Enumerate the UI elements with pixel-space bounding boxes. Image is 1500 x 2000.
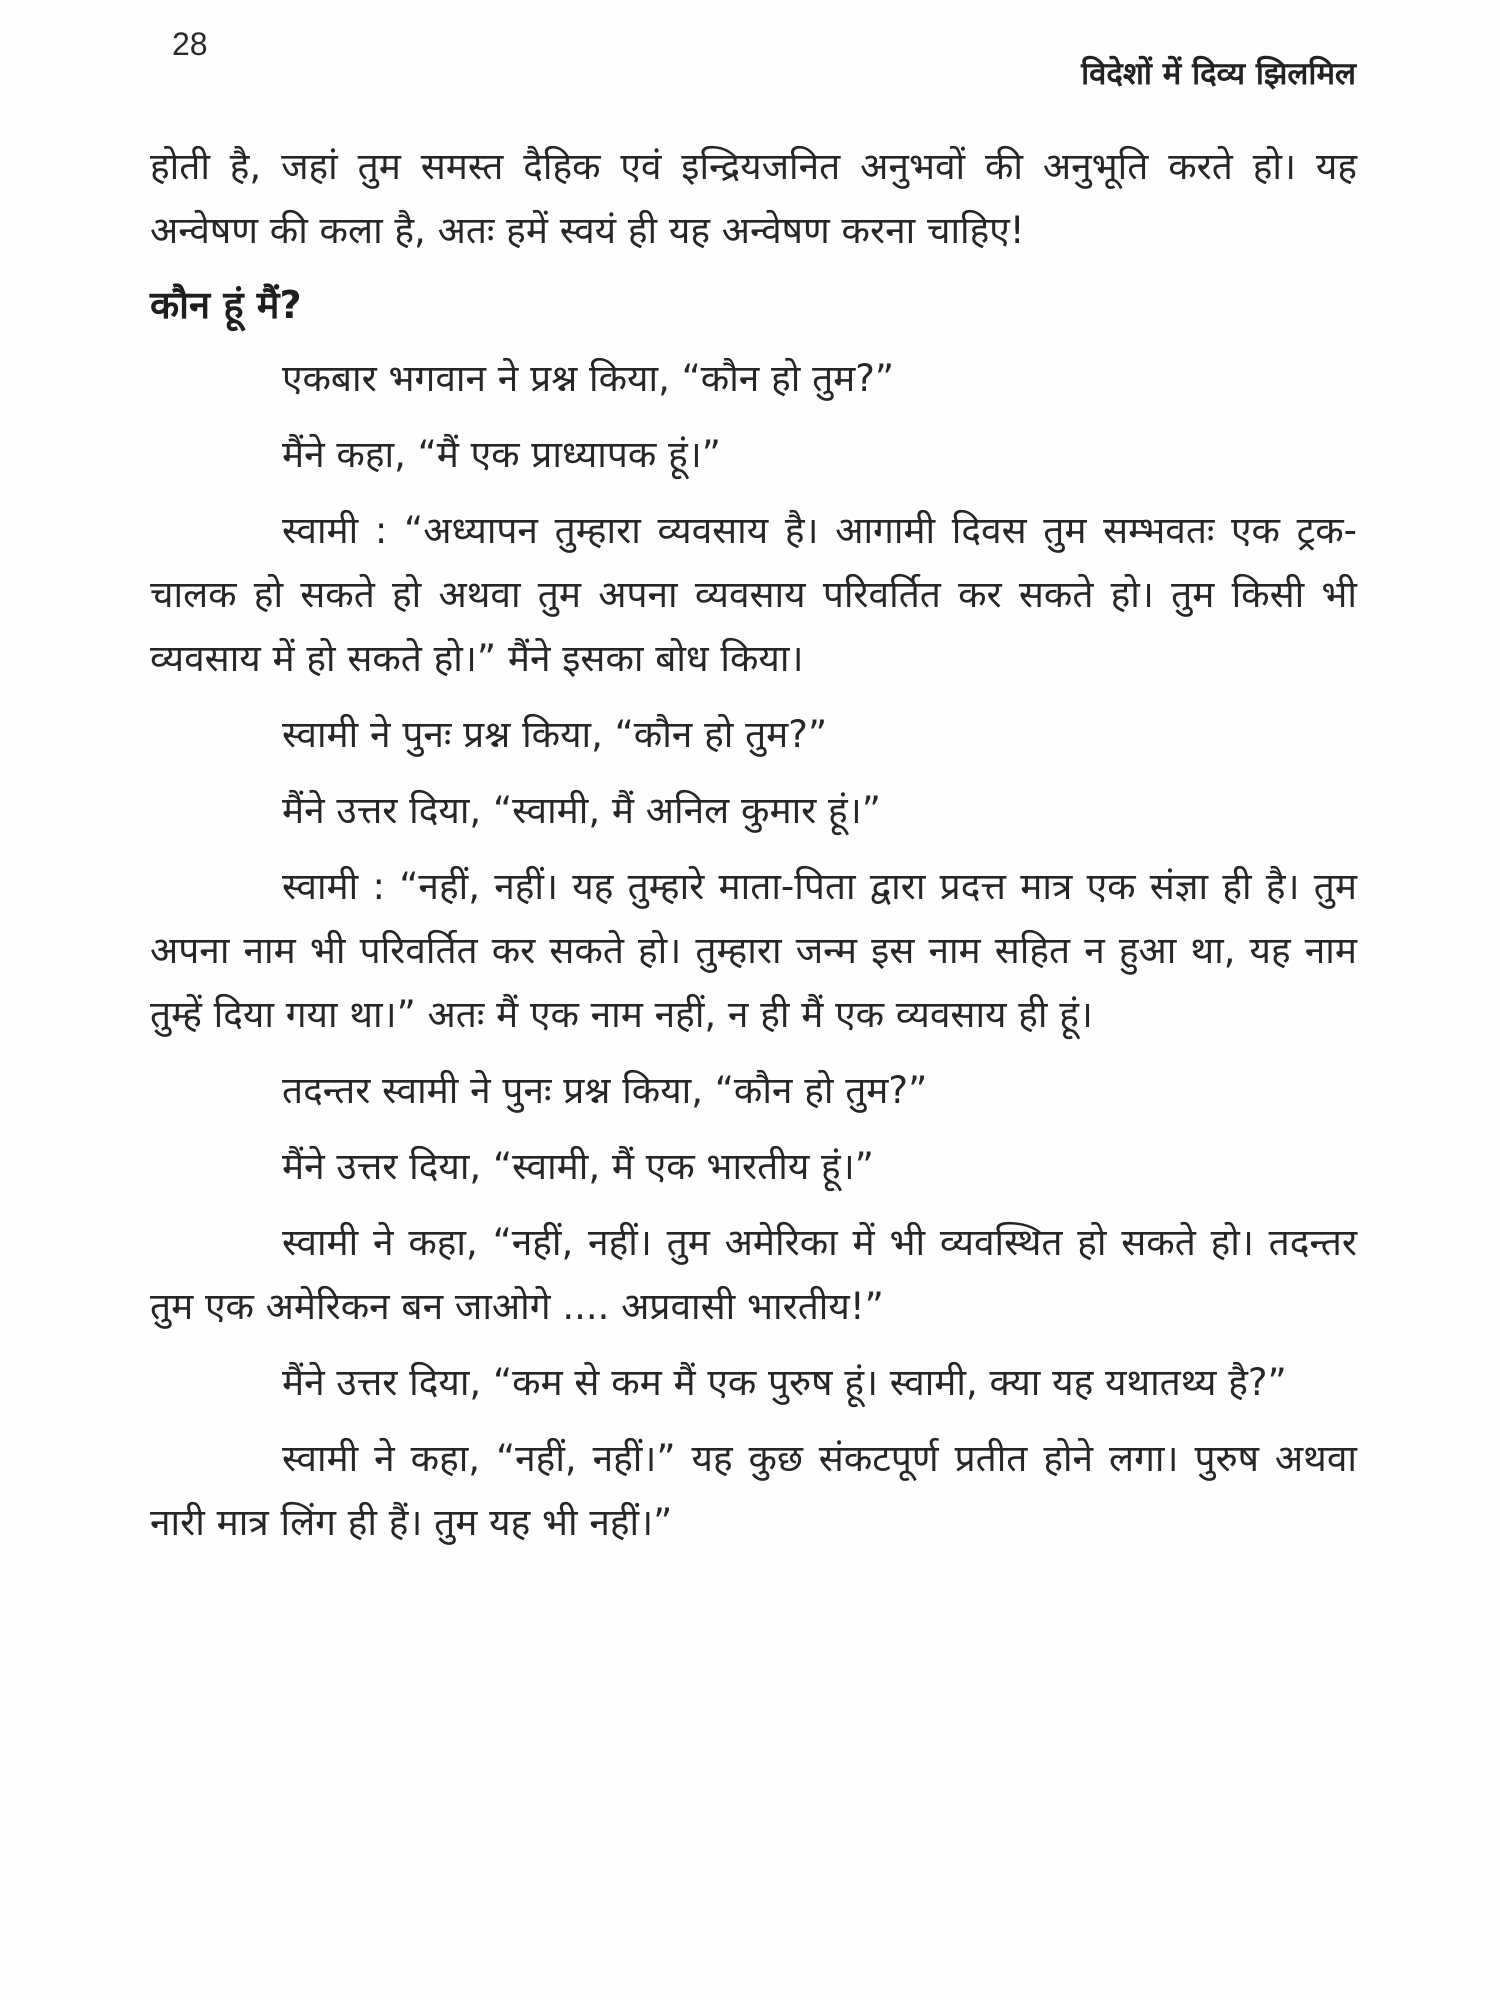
section-heading: कौन हूं मैं? (150, 283, 302, 327)
paragraph-10: मैंने उत्तर दिया, “कम से कम मैं एक पुरुष हूं। स्वामी, क्या यह यथातथ्य है?” (282, 1361, 1287, 1404)
running-title: विदेशों में दिव्य झिलमिल (1081, 56, 1356, 92)
continuation-paragraph: होती है, जहां तुम समस्त दैहिक एवं इन्द्रियजनित अनुभवों की अनुभूति करते हो। यह अन्वेषण की कला है, अतः हमें स्वयं ही यह अन्वेषण करना चाहिए! (150, 145, 1357, 252)
paragraph-3: स्वामी : “अध्यापन तुम्हारा व्यवसाय है। आगामी दिवस तुम सम्भवतः एक ट्रक-चालक हो सकते हो अथवा तुम अपना व्यवसाय परिवर्तित कर सकते हो। तुम किसी भी व्यवसाय में हो सकते हो।” मैंने इसका बोध किया। (150, 509, 1357, 680)
paragraph-5: मैंने उत्तर दिया, “स्वामी, मैं अनिल कुमार हूं।” (282, 789, 881, 832)
paragraph-7: तदन्तर स्वामी ने पुनः प्रश्न किया, “कौन हो तुम?” (282, 1069, 928, 1112)
paragraph-4: स्वामी ने पुनः प्रश्न किया, “कौन हो तुम?” (282, 713, 828, 756)
page-body (150, 135, 1357, 1567)
paragraph-2: मैंने कहा, “मैं एक प्राध्यापक हूं।” (282, 433, 721, 476)
paragraph-9: स्वामी ने कहा, “नहीं, नहीं। तुम अमेरिका में भी व्यवस्थित हो सकते हो। तदन्तर तुम एक अमेरिकन बन जाओगे .... अप्रवासी भारतीय!” (150, 1221, 1357, 1328)
paragraph-11: स्वामी ने कहा, “नहीं, नहीं।” यह कुछ संकटपूर्ण प्रतीत होने लगा। पुरुष अथवा नारी मात्र लिंग ही हैं। तुम यह भी नहीं।” (150, 1437, 1357, 1544)
paragraph-1: एकबार भगवान ने प्रश्न किया, “कौन हो तुम?” (282, 357, 895, 400)
page-number: 28 (172, 26, 208, 62)
paragraph-8: मैंने उत्तर दिया, “स्वामी, मैं एक भारतीय हूं।” (282, 1145, 874, 1188)
paragraph-6: स्वामी : “नहीं, नहीं। यह तुम्हारे माता-पिता द्वारा प्रदत्त मात्र एक संज्ञा ही है। तुम अपना नाम भी परिवर्तित कर सकते हो। तुम्हारा जन्म इस नाम सहित न हुआ था, यह नाम तुम्हें दिया गया था।” अतः मैं एक नाम नहीं, न ही मैं एक व्यवसाय ही हूं। (150, 865, 1357, 1036)
